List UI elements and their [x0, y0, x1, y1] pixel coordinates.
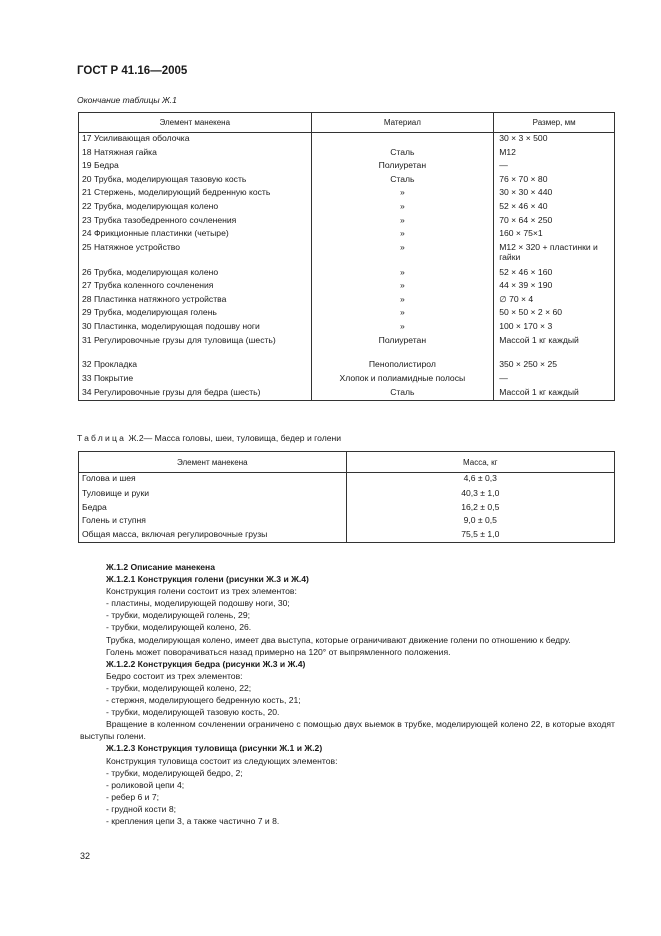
table1-col-size: Размер, мм: [494, 113, 615, 133]
table-row: [79, 228, 615, 242]
table2-caption-text: Ж.2— Масса головы, шеи, туловища, бедер и голени: [126, 433, 342, 443]
element-number: 33: [82, 372, 92, 383]
element-cell: [79, 215, 312, 229]
element-cell: [79, 147, 312, 161]
list-item: - пластины, моделирующей подошву ноги, 30;: [106, 598, 290, 609]
material-cell: »: [311, 321, 494, 335]
element-cell: [79, 321, 312, 335]
material-cell: »: [311, 267, 494, 281]
size-cell: ∅ 70 × 4: [494, 294, 615, 308]
mass-cell: 40,3 ± 1,0: [346, 486, 614, 501]
document-header: ГОСТ Р 41.16—2005: [77, 65, 188, 77]
element-cell: [79, 174, 312, 188]
table2-caption-prefix: Таблица: [77, 433, 127, 443]
table-row: [79, 133, 615, 147]
size-cell: 44 × 39 × 190: [494, 280, 615, 294]
element-number: 21: [82, 187, 92, 198]
table-row: [79, 473, 615, 487]
material-cell: [311, 133, 494, 147]
body-text: [80, 561, 615, 827]
element-number: 20: [82, 173, 92, 184]
element-cell: [79, 160, 312, 174]
size-cell: 76 × 70 × 80: [494, 174, 615, 188]
size-cell: 100 × 170 × 3: [494, 321, 615, 335]
table-row: [79, 321, 615, 335]
element-cell: [79, 280, 312, 294]
element-name: Трубка тазобедренного сочленения: [93, 214, 237, 225]
size-cell: 160 × 75×1: [494, 228, 615, 242]
material-cell: Полиуретан: [311, 335, 494, 360]
material-cell: »: [311, 294, 494, 308]
table-row: [79, 267, 615, 281]
table-row: [79, 335, 615, 360]
element-cell: Голова и шея: [79, 473, 347, 487]
element-cell: [79, 373, 312, 387]
mass-cell: 4,6 ± 0,3: [346, 473, 614, 487]
table2-col-mass: Масса, кг: [346, 452, 614, 473]
list-item: - трубки, моделирующей бедро, 2;: [106, 767, 243, 778]
table1-header-row: [79, 113, 615, 133]
paragraph: Голень может поворачиваться назад примерно на 120° от выпрямленного положения.: [106, 646, 451, 657]
paragraph: Бедро состоит из трех элементов:: [106, 670, 243, 681]
page-number: 32: [80, 851, 91, 861]
material-cell: »: [311, 242, 494, 267]
material-cell: »: [311, 187, 494, 201]
subsection-heading: Ж.1.2.1 Конструкция голени (рисунки Ж.3 и Ж.4): [106, 574, 309, 585]
element-number: 31: [82, 334, 92, 345]
element-name: Трубка, моделирующая тазовую кость: [93, 173, 247, 184]
element-cell: [79, 187, 312, 201]
element-cell: [79, 242, 312, 267]
table-row: [79, 359, 615, 373]
element-cell: [79, 387, 312, 401]
material-cell: »: [311, 201, 494, 215]
subsection-heading: Ж.1.2.3 Конструкция туловища (рисунки Ж.1 и Ж.2): [106, 743, 323, 754]
size-cell: 52 × 46 × 160: [494, 267, 615, 281]
table-zh2-mass: [78, 451, 615, 543]
table2-col-element: Элемент манекена: [79, 452, 347, 473]
mass-cell: 9,0 ± 0,5: [346, 515, 614, 528]
size-cell: Массой 1 кг каждый: [494, 387, 615, 401]
table-row: [79, 242, 615, 267]
list-item: - роликовой цепи 4;: [106, 779, 185, 790]
paragraph: Трубка, моделирующая колено, имеет два выступа, которые ограничивают движение голени по отношению к бедру.: [106, 634, 571, 645]
list-item: - крепления цепи 3, а также частично 7 и 8.: [106, 815, 280, 826]
list-item: - стержня, моделирующего бедренную кость, 21;: [106, 695, 301, 706]
element-name: Трубка, моделирующая колено: [93, 266, 219, 277]
list-item: - трубки, моделирующей тазовую кость, 20.: [106, 707, 280, 718]
element-name: Покрытие: [93, 372, 134, 383]
material-cell: »: [311, 228, 494, 242]
list-item: - трубки, моделирующей колено, 22;: [106, 682, 252, 693]
element-name: Трубка, моделирующая голень: [93, 307, 217, 318]
size-cell: М12: [494, 147, 615, 161]
element-number: 29: [82, 307, 92, 318]
size-cell: 50 × 50 × 2 × 60: [494, 307, 615, 321]
size-cell: —: [494, 373, 615, 387]
material-cell: Хлопок и полиамидные полосы: [311, 373, 494, 387]
material-cell: »: [311, 280, 494, 294]
list-item: - ребер 6 и 7;: [106, 791, 160, 802]
table-row: [79, 201, 615, 215]
element-name: Трубка коленного сочленения: [93, 280, 214, 291]
element-number: 30: [82, 320, 92, 331]
element-number: 32: [82, 359, 92, 370]
element-name: Фрикционные пластинки (четыре): [93, 228, 229, 239]
table-row: [79, 187, 615, 201]
element-number: 24: [82, 228, 92, 239]
table-row: [79, 387, 615, 401]
element-cell: [79, 335, 312, 360]
material-cell: Полиуретан: [311, 160, 494, 174]
table-zh1-continuation: [78, 112, 615, 401]
material-cell: Сталь: [311, 174, 494, 188]
table-row: [79, 502, 615, 515]
table1-caption: Окончание таблицы Ж.1: [77, 95, 177, 105]
size-cell: 52 × 46 × 40: [494, 201, 615, 215]
element-cell: [79, 228, 312, 242]
element-name: Регулировочные грузы для туловища (шесть): [93, 334, 276, 345]
table-row: [79, 160, 615, 174]
table-row: [79, 215, 615, 229]
element-number: 19: [82, 160, 92, 171]
element-name: Усиливающая оболочка: [93, 133, 190, 143]
table-row: [79, 486, 615, 501]
material-cell: Сталь: [311, 147, 494, 161]
element-number: 22: [82, 200, 92, 211]
table2-header-row: [79, 452, 615, 473]
element-cell: [79, 359, 312, 373]
element-number: 18: [82, 146, 92, 157]
size-cell: 70 × 64 × 250: [494, 215, 615, 229]
element-name: Стержень, моделирующий бедренную кость: [93, 187, 271, 198]
element-number: 17: [82, 133, 92, 143]
element-cell: [79, 267, 312, 281]
table-row: [79, 529, 615, 543]
section-heading: Ж.1.2 Описание манекена: [106, 562, 215, 572]
material-cell: Пенополистирол: [311, 359, 494, 373]
element-cell: [79, 307, 312, 321]
element-number: 28: [82, 293, 92, 304]
table-row: [79, 147, 615, 161]
subsection-heading: Ж.1.2.2 Конструкция бедра (рисунки Ж.3 и Ж.4): [106, 658, 306, 669]
table-row: [79, 515, 615, 528]
element-number: 26: [82, 266, 92, 277]
element-name: Натяжное устройство: [93, 241, 181, 252]
element-cell: Голень и ступня: [79, 515, 347, 528]
list-item: - грудной кости 8;: [106, 803, 177, 814]
element-cell: Бедра: [79, 502, 347, 515]
table-row: [79, 373, 615, 387]
list-item: - трубки, моделирующей колено, 26.: [106, 622, 252, 633]
material-cell: »: [311, 307, 494, 321]
size-cell: Массой 1 кг каждый: [494, 335, 615, 360]
table1-col-element: Элемент манекена: [79, 113, 312, 133]
table-row: [79, 174, 615, 188]
element-number: 25: [82, 241, 92, 252]
size-cell: 30 × 3 × 500: [494, 133, 615, 147]
element-number: 34: [82, 386, 92, 397]
element-name: Пластинка натяжного устройства: [93, 293, 227, 304]
element-name: Прокладка: [93, 359, 138, 370]
table1-col-material: Материал: [311, 113, 494, 133]
table-row: [79, 307, 615, 321]
table2-caption: [77, 433, 341, 443]
table-row: [79, 294, 615, 308]
element-cell: [79, 294, 312, 308]
element-name: Регулировочные грузы для бедра (шесть): [93, 386, 261, 397]
size-cell: 350 × 250 × 25: [494, 359, 615, 373]
table-row: [79, 280, 615, 294]
element-number: 27: [82, 280, 92, 291]
element-name: Пластинка, моделирующая подошву ноги: [93, 320, 260, 331]
element-name: Трубка, моделирующая колено: [93, 200, 219, 211]
paragraph: Конструкция туловища состоит из следующих элементов:: [106, 755, 338, 766]
element-cell: Туловище и руки: [79, 486, 347, 501]
paragraph: Вращение в коленном сочленении ограничено с помощью двух выемок в трубке, моделирующей колено 22, в которые входят выступы голени.: [80, 719, 615, 742]
mass-cell: 16,2 ± 0,5: [346, 502, 614, 515]
element-cell: [79, 201, 312, 215]
element-name: Бедра: [93, 160, 119, 171]
size-cell: —: [494, 160, 615, 174]
size-cell: 30 × 30 × 440: [494, 187, 615, 201]
size-cell: М12 × 320 + пластинки и гайки: [494, 242, 615, 267]
element-cell: [79, 133, 312, 147]
material-cell: Сталь: [311, 387, 494, 401]
element-cell: Общая масса, включая регулировочные грузы: [79, 529, 347, 543]
list-item: - трубки, моделирующей голень, 29;: [106, 610, 250, 621]
element-name: Натяжная гайка: [93, 146, 157, 157]
element-number: 23: [82, 214, 92, 225]
material-cell: »: [311, 215, 494, 229]
mass-cell: 75,5 ± 1,0: [346, 529, 614, 543]
paragraph: Конструкция голени состоит из трех элементов:: [106, 586, 297, 597]
